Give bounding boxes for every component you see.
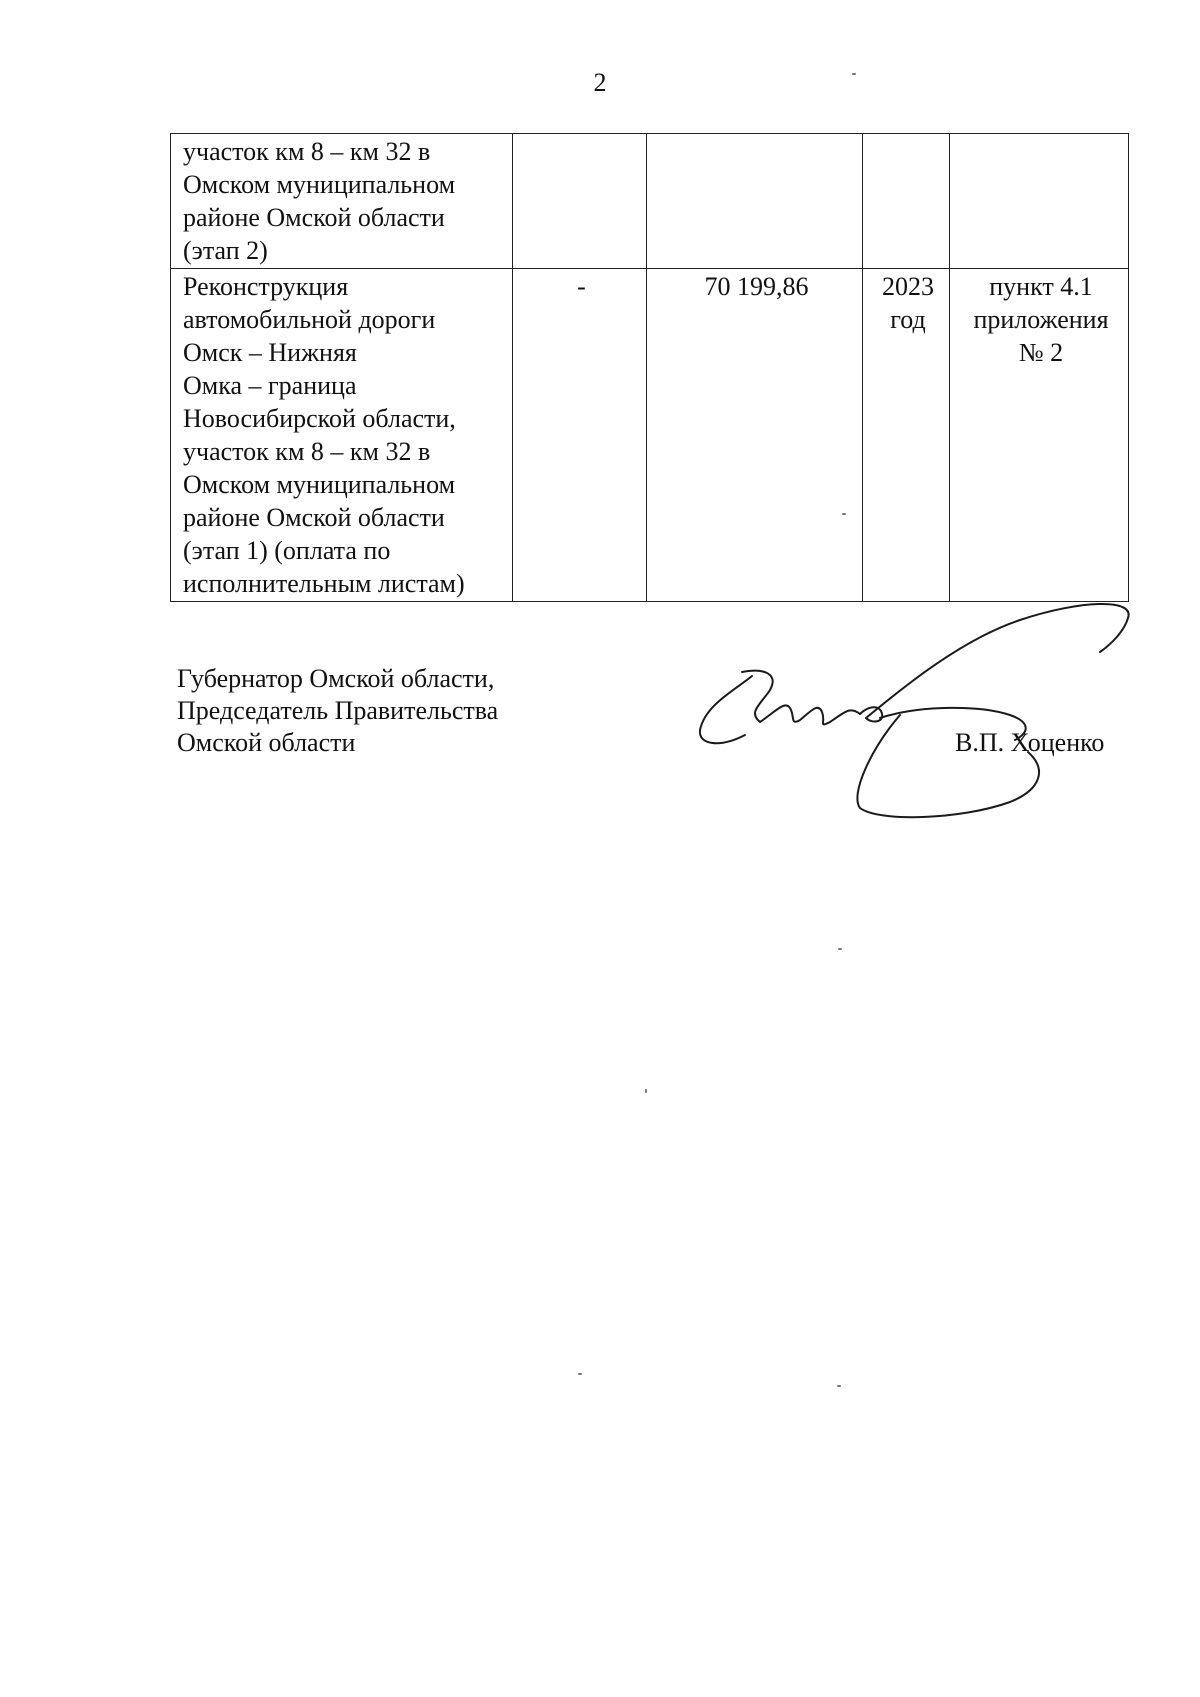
page-number: 2 [593,68,607,97]
scan-speck [645,1089,647,1093]
signer-name: В.П. Хоценко [955,728,1105,757]
year-cell: 2023 год [863,269,950,602]
reference-cell: пункт 4.1 приложения № 2 [950,269,1129,602]
scan-speck [578,1373,582,1375]
scan-speck [842,513,846,515]
project-name-cell: участок км 8 – км 32 в Омском муниципальном районе Омской области (этап 2) [171,134,513,269]
signature-title: Губернатор Омской области, Председатель Правительства Омской области [177,664,499,757]
amount-cell: 70 199,86 [647,269,863,602]
scan-speck [837,1385,841,1387]
scan-speck [852,73,856,75]
scan-speck [838,948,842,950]
dash-cell: - [513,269,647,602]
project-name-cell: Реконструкция автомобильной дороги Омск – Нижняя Омка – граница Новосибирской области, участок км 8 – км 32 в Омском муниципальном районе Омской области (этап 1) (оплата по исполнительным листам) [171,269,513,602]
